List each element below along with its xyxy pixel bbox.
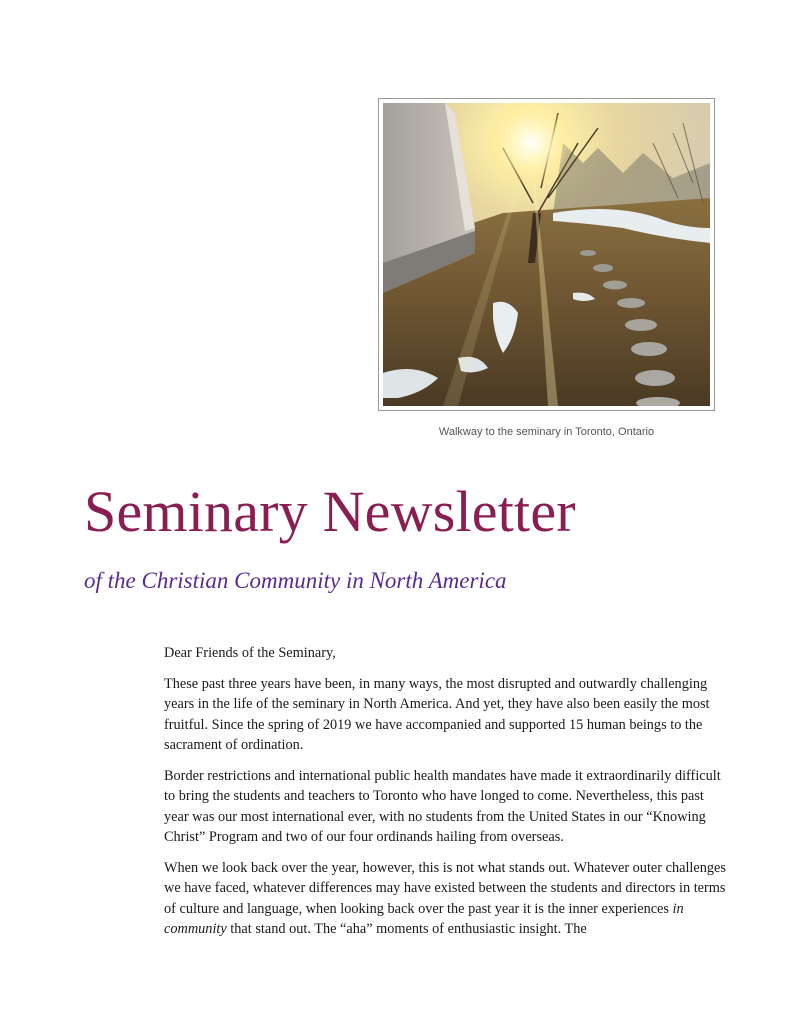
walkway-photo <box>383 103 710 406</box>
walkway-photo-frame <box>378 98 715 411</box>
newsletter-title: Seminary Newsletter <box>84 479 576 544</box>
letter-paragraph-2: Border restrictions and international public health mandates have made it extraordinarily difficult to bring the students and teachers to Toronto who have longed to come. Nevertheless, this past year was our most international ever, with no students from the United States in our “Knowing Christ” Program and two of our four ordinands hailing from overseas. <box>164 767 721 845</box>
photo-caption: Walkway to the seminary in Toronto, Ontario <box>438 426 655 438</box>
letter-body <box>164 643 726 950</box>
letter-salutation: Dear Friends of the Seminary, <box>164 645 336 661</box>
paragraph-3-end: that stand out. The “aha” moments of enthusiastic insight. The <box>226 921 587 937</box>
letter-paragraph-1: These past three years have been, in many ways, the most disrupted and outwardly challenging years in the life of the seminary in North America. And yet, they have also been easily the most fruitful. Since the spring of 2019 we have accompanied and supported 15 human beings to the sacrament of ordination. <box>164 675 710 753</box>
paragraph-3-emphasis: in community <box>164 900 684 937</box>
paragraph-3-start: When we look back over the year, however, this is not what stands out. Whatever outer challenges we have faced, whatever differences may have existed between the students and directors in terms of culture and language, when looking back over the past year it is the inner experiences <box>164 859 726 917</box>
letter-paragraph-3 <box>164 858 726 940</box>
newsletter-subtitle: of the Christian Community in North America <box>84 568 507 593</box>
